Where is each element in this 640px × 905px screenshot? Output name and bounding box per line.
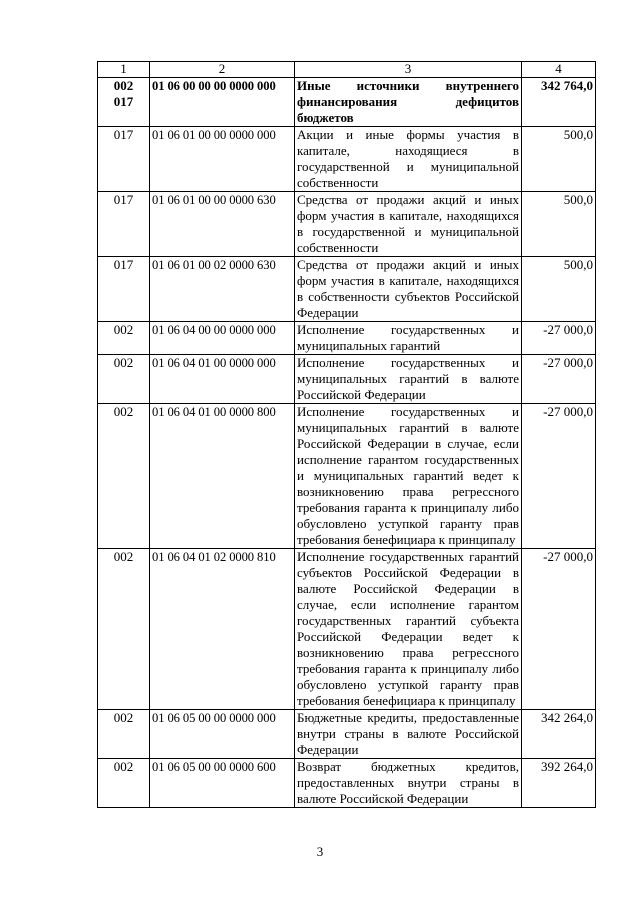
budget-classification-code-cell: 01 06 04 01 02 0000 810 [150, 549, 295, 710]
table-row [98, 759, 596, 808]
source-name-cell: Средства от продажи акций и иных форм участия в капитале, находящихся в государственной и муниципальной собственности [295, 192, 522, 257]
administrator-code-cell: 002 [98, 549, 150, 710]
amount-cell: 500,0 [522, 192, 596, 257]
amount-cell: -27 000,0 [522, 549, 596, 710]
amount-cell: -27 000,0 [522, 322, 596, 355]
source-name-cell: Бюджетные кредиты, предоставленные внутри страны в валюте Российской Федерации [295, 710, 522, 759]
page-number: 3 [316, 844, 324, 859]
administrator-code-cell: 002 [98, 759, 150, 808]
administrator-code-cell: 002 [98, 355, 150, 404]
amount-cell: 342 764,0 [522, 78, 596, 127]
table-row [98, 192, 596, 257]
source-name-cell: Иные источники внутреннего финансирования дефицитов бюджетов [295, 78, 522, 127]
header-cell-2: 2 [150, 62, 295, 78]
administrator-code-cell: 017 [98, 127, 150, 192]
administrator-code-cell: 017 [98, 192, 150, 257]
budget-classification-code-cell: 01 06 04 00 00 0000 000 [150, 322, 295, 355]
administrator-code-cell: 002 017 [98, 78, 150, 127]
table-row [98, 710, 596, 759]
table-row [98, 78, 596, 127]
table-row [98, 404, 596, 549]
budget-classification-code-cell: 01 06 01 00 00 0000 630 [150, 192, 295, 257]
budget-classification-code-cell: 01 06 01 00 00 0000 000 [150, 127, 295, 192]
table-row [98, 549, 596, 710]
header-cell-1: 1 [98, 62, 150, 78]
administrator-code-cell: 002 [98, 322, 150, 355]
amount-cell: 342 264,0 [522, 710, 596, 759]
budget-classification-code-cell: 01 06 04 01 00 0000 800 [150, 404, 295, 549]
source-name-cell: Исполнение государственных и муниципальных гарантий в валюте Российской Федерации в случае, если исполнение гарантом государственных и муниципальных гарантий ведет к возникновению права регрессного требования гаранта к принципалу либо обусловлено уступкой гаранту прав требования бенефициара к принципалу [295, 404, 522, 549]
amount-cell: -27 000,0 [522, 404, 596, 549]
table-row [98, 257, 596, 322]
source-name-cell: Средства от продажи акций и иных форм участия в капитале, находящихся в собственности субъектов Российской Федерации [295, 257, 522, 322]
administrator-code-cell: 002 [98, 404, 150, 549]
source-name-cell: Исполнение государственных и муниципальных гарантий в валюте Российской Федерации [295, 355, 522, 404]
budget-classification-code-cell: 01 06 05 00 00 0000 600 [150, 759, 295, 808]
source-name-cell: Исполнение государственных и муниципальных гарантий [295, 322, 522, 355]
table-row [98, 322, 596, 355]
budget-classification-code-cell: 01 06 05 00 00 0000 000 [150, 710, 295, 759]
budget-classification-code-cell: 01 06 04 01 00 0000 000 [150, 355, 295, 404]
header-cell-4: 4 [522, 62, 596, 78]
amount-cell: -27 000,0 [522, 355, 596, 404]
budget-classification-code-cell: 01 06 01 00 02 0000 630 [150, 257, 295, 322]
header-row [98, 62, 596, 78]
amount-cell: 500,0 [522, 127, 596, 192]
budget-classification-code-cell: 01 06 00 00 00 0000 000 [150, 78, 295, 127]
source-name-cell: Акции и иные формы участия в капитале, находящиеся в государственной и муниципальной собственности [295, 127, 522, 192]
amount-cell: 392 264,0 [522, 759, 596, 808]
administrator-code-cell: 017 [98, 257, 150, 322]
header-cell-3: 3 [295, 62, 522, 78]
table-row [98, 127, 596, 192]
source-name-cell: Возврат бюджетных кредитов, предоставленных внутри страны в валюте Российской Федерации [295, 759, 522, 808]
amount-cell: 500,0 [522, 257, 596, 322]
table-row [98, 355, 596, 404]
source-name-cell: Исполнение государственных гарантий субъектов Российской Федерации в валюте Российской Федерации в случае, если исполнение гарантом государственных гарантий субъекта Российской Федерации ведет к возникновению права регрессного требования гаранта к принципалу либо обусловлено уступкой гаранту прав требования бенефициара к принципалу [295, 549, 522, 710]
budget-sources-table [97, 61, 596, 808]
administrator-code-cell: 002 [98, 710, 150, 759]
